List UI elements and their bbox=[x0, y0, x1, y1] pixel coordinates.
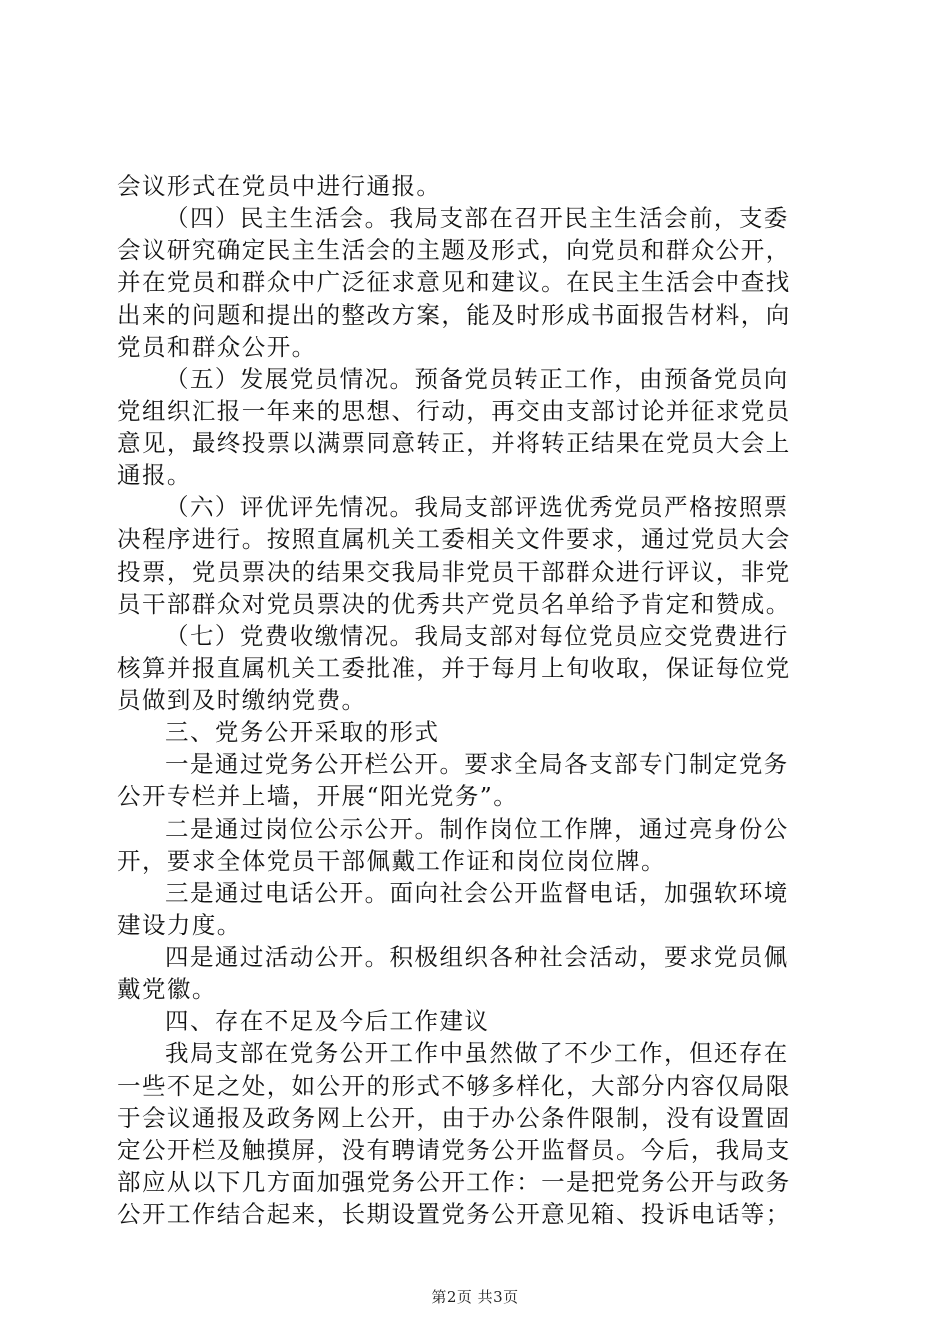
text-line: 二是通过岗位公示公开。制作岗位工作牌，通过亮身份公 bbox=[165, 815, 789, 843]
text-line: 党员和群众公开。 bbox=[117, 333, 317, 361]
text-line: 投票，党员票决的结果交我局非党员干部群众进行评议，非党 bbox=[117, 558, 791, 586]
text-line: 部应从以下几方面加强党务公开工作：一是把党务公开与政务 bbox=[117, 1168, 791, 1196]
text-line: （五）发展党员情况。预备党员转正工作，由预备党员向 bbox=[165, 365, 789, 393]
text-line: 决程序进行。按照直属机关工委相关文件要求，通过党员大会 bbox=[117, 525, 791, 553]
text-line: 员做到及时缴纳党费。 bbox=[117, 686, 367, 714]
section-heading: 三、党务公开采取的形式 bbox=[165, 718, 440, 746]
text-line: 会议研究确定民主生活会的主题及形式，向党员和群众公开， bbox=[117, 236, 791, 264]
text-line: 于会议通报及政务网上公开，由于办公条件限制，没有设置固 bbox=[117, 1104, 791, 1132]
text-line: 公开工作结合起来，长期设置党务公开意见箱、投诉电话等； bbox=[117, 1200, 791, 1228]
text-line: （四）民主生活会。我局支部在召开民主生活会前，支委 bbox=[165, 204, 789, 232]
text-line: 一是通过党务公开栏公开。要求全局各支部专门制定党务 bbox=[165, 750, 789, 778]
text-line: 党组织汇报一年来的思想、行动，再交由支部讨论并征求党员 bbox=[117, 397, 791, 425]
text-line: 意见，最终投票以满票同意转正，并将转正结果在党员大会上 bbox=[117, 429, 791, 457]
text-line: 三是通过电话公开。面向社会公开监督电话，加强软环境 bbox=[165, 879, 789, 907]
text-line: 戴党徽。 bbox=[117, 975, 217, 1003]
text-line: 四是通过活动公开。积极组织各种社会活动，要求党员佩 bbox=[165, 943, 789, 971]
text-line: 公开专栏并上墙，开展“阳光党务”。 bbox=[117, 782, 519, 810]
section-heading: 四、存在不足及今后工作建议 bbox=[165, 1007, 490, 1035]
text-line: （六）评优评先情况。我局支部评选优秀党员严格按照票 bbox=[165, 493, 789, 521]
text-line: 通报。 bbox=[117, 461, 192, 489]
text-line: 我局支部在党务公开工作中虽然做了不少工作，但还存在 bbox=[165, 1039, 789, 1067]
text-line: 核算并报直属机关工委批准，并于每月上旬收取，保证每位党 bbox=[117, 654, 791, 682]
text-line: 一些不足之处，如公开的形式不够多样化，大部分内容仅局限 bbox=[117, 1072, 791, 1100]
text-line: 建设力度。 bbox=[117, 911, 242, 939]
page-number-footer: 第2页 共3页 bbox=[431, 1288, 519, 1306]
text-line: （七）党费收缴情况。我局支部对每位党员应交党费进行 bbox=[165, 622, 789, 650]
text-line: 出来的问题和提出的整改方案，能及时形成书面报告材料，向 bbox=[117, 301, 791, 329]
text-line: 会议形式在党员中进行通报。 bbox=[117, 172, 442, 200]
text-line: 员干部群众对党员票决的优秀共产党员名单给予肯定和赞成。 bbox=[117, 590, 791, 618]
text-line: 并在党员和群众中广泛征求意见和建议。在民主生活会中查找 bbox=[117, 268, 791, 296]
text-line: 开，要求全体党员干部佩戴工作证和岗位岗位牌。 bbox=[117, 847, 666, 875]
text-line: 定公开栏及触摸屏，没有聘请党务公开监督员。今后，我局支 bbox=[117, 1136, 791, 1164]
